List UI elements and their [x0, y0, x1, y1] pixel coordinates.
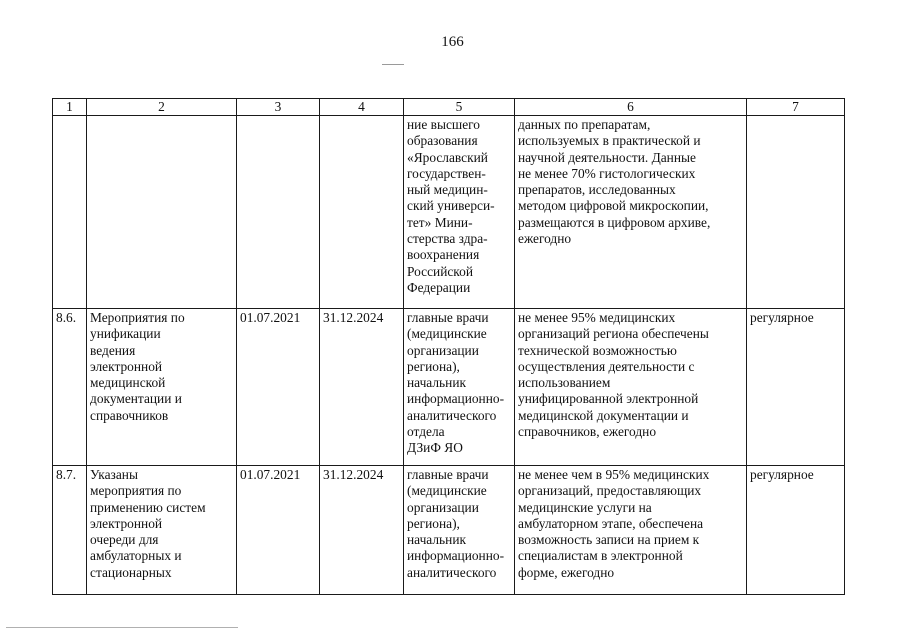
responsible-cell: ние высшего образования «Ярославский государствен- ный медицин- ский универси- тет» Мини- стерства здра- воохранения Российской Федерации [404, 116, 515, 309]
result-cell: не менее чем в 95% медицинских организаций, предоставляющих медицинские услуги на амбулаторном этапе, обеспечена возможность записи на прием к специалистам в электронной форме, ежегодно [515, 466, 747, 595]
start-date-cell: 01.07.2021 [237, 309, 320, 466]
page-number: 166 [441, 34, 464, 50]
column-header-5: 5 [404, 99, 515, 116]
item-number-cell: 8.6. [53, 309, 87, 466]
periodicity-cell [747, 116, 845, 309]
periodicity-cell: регулярное [747, 309, 845, 466]
event-cell: Мероприятия по унификации ведения электронной медицинской документации и справочников [87, 309, 237, 466]
column-header-2: 2 [87, 99, 237, 116]
table-row [53, 116, 845, 309]
event-cell: Указаны мероприятия по применению систем электронной очереди для амбулаторных и стационарных [87, 466, 237, 595]
column-header-1: 1 [53, 99, 87, 116]
periodicity-cell: регулярное [747, 466, 845, 595]
table-row [53, 309, 845, 466]
result-cell: данных по препаратам, используемых в практической и научной деятельности. Данные не менее 70% гистологических препаратов, исследованных методом цифровой микроскопии, размещаются в цифровом архиве, ежегодно [515, 116, 747, 309]
start-date-cell [237, 116, 320, 309]
result-cell: не менее 95% медицинских организаций региона обеспечены технической возможностью осуществления деятельности с использованием унифицированной электронной медицинской документации и справочников, ежегодно [515, 309, 747, 466]
table-row [53, 466, 845, 595]
item-number-cell [53, 116, 87, 309]
item-number-cell: 8.7. [53, 466, 87, 595]
column-header-7: 7 [747, 99, 845, 116]
end-date-cell: 31.12.2024 [320, 466, 404, 595]
column-header-4: 4 [320, 99, 404, 116]
responsible-cell: главные врачи (медицинские организации региона), начальник информационно- аналитического [404, 466, 515, 595]
event-cell [87, 116, 237, 309]
header-row [53, 99, 845, 116]
responsible-cell: главные врачи (медицинские организации региона), начальник информационно- аналитического отдела ДЗиФ ЯО [404, 309, 515, 466]
plan-table [52, 98, 845, 595]
start-date-cell: 01.07.2021 [237, 466, 320, 595]
end-date-cell [320, 116, 404, 309]
end-date-cell: 31.12.2024 [320, 309, 404, 466]
column-header-3: 3 [237, 99, 320, 116]
column-header-6: 6 [515, 99, 747, 116]
scan-mark-bottom [6, 627, 238, 628]
scan-mark-top [382, 64, 404, 65]
